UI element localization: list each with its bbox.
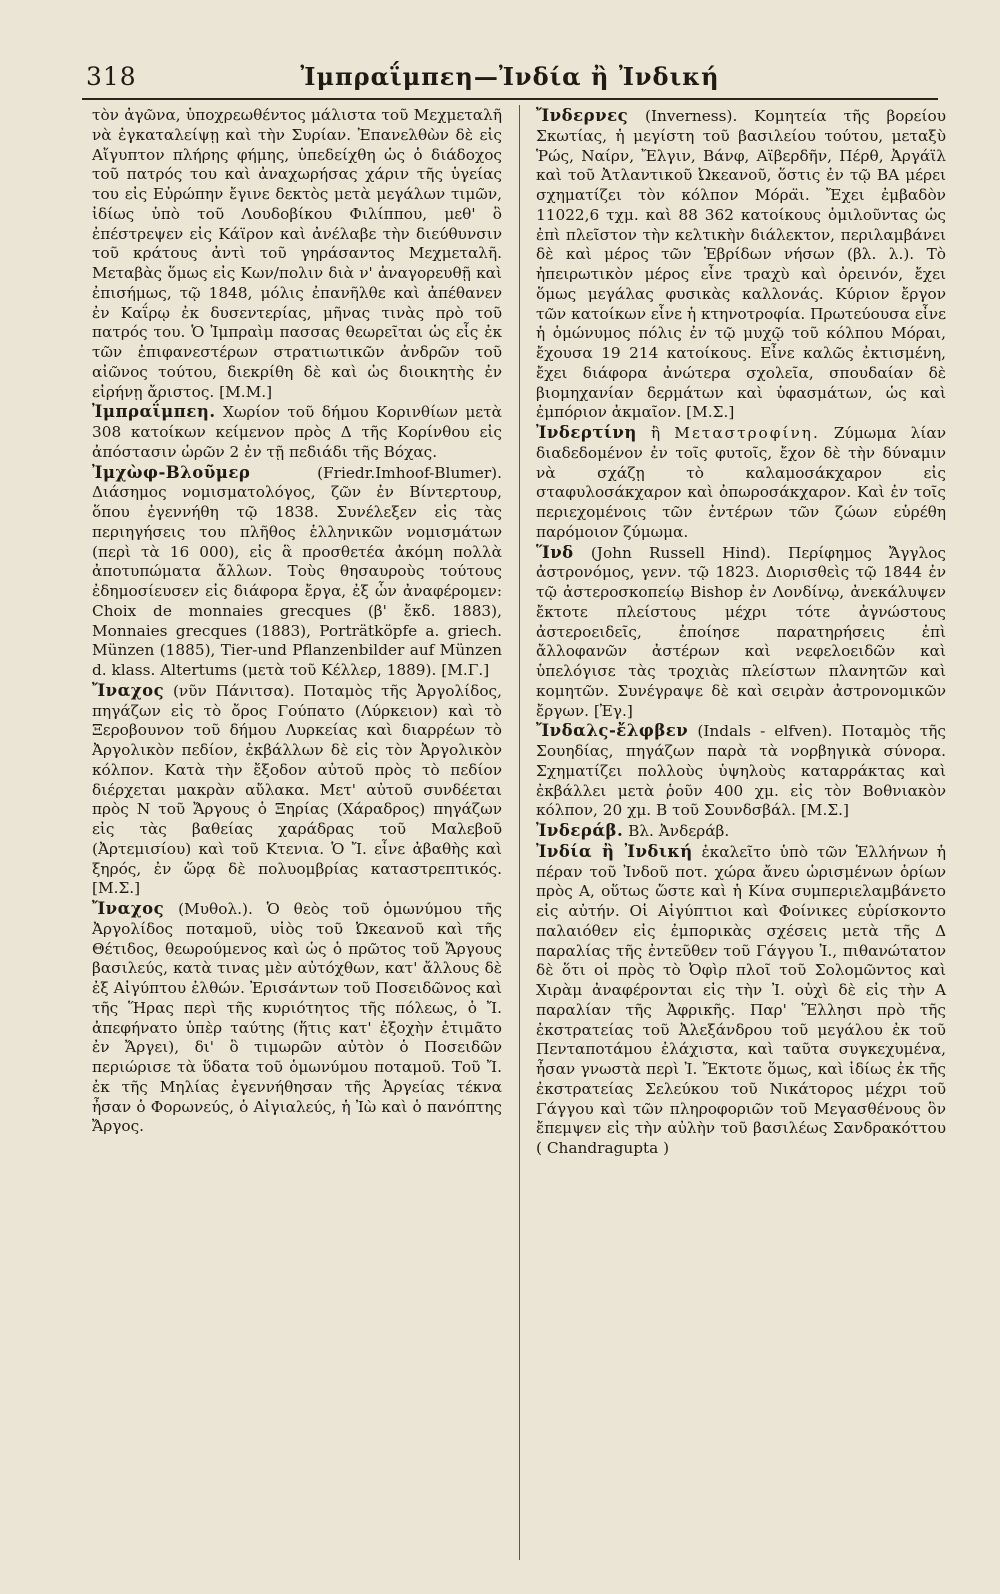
entry-text: (Inverness). Κομητεία τῆς βορείου Σκωτίας, ἡ μεγίστη τοῦ βασιλείου τούτου, μεταξὺ Ῥώς, Ναίρν, Ἔλγιν, Βάνφ, Αϊβερδῆν, Πέρθ, Ἀργάϊλ καὶ τοῦ Ἀτλαντικοῦ Ὠκεανοῦ, ὅστις ἐν τῷ ΒΑ μέρει σχηματίζει τὸν κόλπον Μόρα̈ι. Ἔχει ἐμβαδὸν 11022,6 τχμ. καὶ 88 362 κατοίκους ὁμιλοῦντας ὡς ἐπὶ πλεῖστον τὴν κελτικὴν διάλεκτον, περιλαμβάνει δὲ καὶ μέρος τῶν Ἑβρίδων νήσων (βλ. λ.). Τὸ ἠπειρωτικὸν μέρος εἶνε τραχὺ καὶ ὀρεινόν, ἔχει ὅμως μεγάλας φυσικὰς καλλονάς. Κύριον ἔργον τῶν κατοίκων εἶνε ἡ κτηνοτροφία. Πρωτεύουσα εἶνε ἡ ὁμώνυμος πόλις ἐν τῷ μυχῷ τοῦ κόλπου Μόραι, ἔχουσα 19 214 κατοίκους. Εἶνε καλῶς ἐκτισμένη, ἔχει διάφορα ἀνώτερα σχολεῖα, σπουδαίαν δὲ βιομηχανίαν δερμάτων καὶ ὑφασμάτων, ὡς καὶ ἐμπόριον ἀκμαῖον. [Μ.Σ.] — [536, 107, 946, 422]
entry-paragraph — [536, 842, 946, 1159]
running-head: Ἰμπραΐμπεη—Ἰνδία ἢ Ἰνδική — [300, 62, 720, 91]
entry-paragraph — [92, 681, 502, 899]
entry-paragraph — [92, 402, 502, 462]
left-column — [92, 106, 502, 1137]
entry-text: (John Russell Hind). Περίφημος Ἄγγλος ἀστρονόμος, γενν. τῷ 1823. Διορισθεὶς τῷ 1844 ἐν τῷ ἀστεροσκοπείῳ Bishop ἐν Λονδίνῳ, ἀνεκάλυψεν ἔκτοτε πλείστους μέχρι τότε ἀγνώστους ἀστεροειδεῖς, ἐποίησε παρατηρήσεις ἐπὶ ἄλλοφανῶν ἀστέρων καὶ νεφελοειδῶν καὶ ὑπελόγισε τὰς τροχιὰς πλείστων πλανητῶν καὶ κομητῶν. Συνέγραψε δὲ καὶ σειρὰν ἀστρονομικῶν ἔργων. [Ἐγ.] — [536, 543, 946, 720]
entry-text: (Friedr.Imhoof-Blumer). Διάσημος νομισματολόγος, ζῶν ἐν Βίντερτουρ, ὅπου ἐγεννήθη τῷ 1838. Συνέλεξεν εἰς τὰς περιηγήσεις του πλῆθος ἑλληνικῶν νομισμάτων (περὶ τὰ 16 000), εἰς ἃ προσθετέα ἀκόμη πολλὰ ἀποτυπώματα ἄλλων. Τοὺς θησαυροὺς τούτους ἐδημοσίευσεν εἰς διάφορα ἔργα, ἐξ ὧν ἀναφέρομεν: Choix de monnaies grecques (β' ἔκδ. 1883), Monnaies grecques (1883), Porträtköpfe a. griech. Münzen (1885), Tier-und Pflanzenbilder auf Münzen d. klass. Altertums (μετὰ τοῦ Κέλλερ, 1889). [Μ.Γ.] — [92, 463, 502, 679]
entry-paragraph — [536, 821, 946, 842]
page-number: 318 — [86, 62, 137, 91]
entry-headword: Ἵνδ — [536, 542, 574, 562]
entry-headword: Ἰνδερτίνη — [536, 423, 637, 442]
entry-text: Χωρίον τοῦ δήμου Κορινθίων μετὰ 308 κατοίκων κείμενον πρὸς Δ τῆς Κορίνθου εἰς ἀπόστασιν ὡρῶν 2 ἐν τῇ πεδιάδι τῆς Βόχας. — [92, 403, 502, 461]
entry-paragraph — [92, 106, 502, 402]
entry-headword: Ἴνδερνες — [536, 106, 629, 125]
entry-paragraph — [536, 106, 946, 423]
entry-text: Βλ. Ἀνδεράβ. — [623, 822, 730, 840]
entry-headword: Ἰμχὼφ-Βλοῦμερ — [92, 462, 251, 482]
entry-text: (Indals - elfven). Ποταμὸς τῆς Σουηδίας, πηγάζων παρὰ τὰ νορβηγικὰ σύνορα. Σχηματίζει πολλοὺς ὑψηλοὺς καταρράκτας καὶ ἐκβάλλει μετὰ ῥοῦν 400 χμ. εἰς τὸν Βοθνιακὸν κόλπον, 20 χμ. Β τοῦ Σουνδσβάλ. [Μ.Σ.] — [536, 722, 946, 820]
entry-text: Ζύμωμα λίαν διαδεδομένον ἐν τοῖς φυτοῖς, ἔχον δὲ τὴν δύναμιν νὰ σχάζῃ τὸ καλαμοσάκχαρον εἰς σταφυλοσάκχαρον καὶ ὀπωροσάκχαρον. Καὶ ἐν τοῖς περιεχομένοις τῶν ἐντέρων τῶν ζώων εὑρέθη παρόμοιον ζύμωμα. — [536, 424, 946, 541]
entry-text: (Μυθολ.). Ὁ θεὸς τοῦ ὁμωνύμου τῆς Ἀργολίδος ποταμοῦ, υἱὸς τοῦ Ὠκεανοῦ καὶ τῆς Θέτιδος, θεωρούμενος καὶ ὡς ὁ πρῶτος τοῦ Ἄργους βασιλεύς, κατὰ τινας μὲν αὐτόχθων, κατ' ἄλλους δὲ ἐξ Αἰγύπτου ἐλθών. Ἐρισάντων τοῦ Ποσειδῶνος καὶ τῆς Ἥρας περὶ τῆς κυριότητος τῆς πόλεως, ὁ Ἴ. ἀπεφήνατο ὑπὲρ ταύτης (ἥτις κατ' ἐξοχὴν ἐτιμᾶτο ἐν Ἄργει), δι' ὃ τιμωρῶν αὐτὸν ὁ Ποσειδῶν περιώρισε τὰ ὕδατα τοῦ ὁμωνύμου ποταμοῦ. Τοῦ Ἴ. ἐκ τῆς Μηλίας ἐγεννήθησαν τῆς Ἀργείας τέκνα ἦσαν ὁ Φορωνεύς, ὁ Αἰγιαλεύς, ἡ Ἰὼ καὶ ὁ πανόπτης Ἄργος. — [92, 900, 502, 1136]
entry-paragraph — [92, 463, 502, 681]
entry-text: ἢ — [636, 424, 675, 442]
entry-headword: Ἰνδεράβ. — [536, 821, 624, 840]
header-rule — [82, 98, 938, 100]
entry-headword: Ἴνδαλς-ἔλφβεν — [536, 721, 689, 741]
entry-headword: Ἰνδία ἢ Ἰνδική — [536, 841, 693, 861]
entry-text: τὸν ἀγῶνα, ὑποχρεωθέντος μάλιστα τοῦ Μεχμεταλῆ νὰ ἐγκαταλείψῃ καὶ τὴν Συρίαν. Ἐπανελθὼν δὲ εἰς Αἴγυπτον πλήρης φήμης, ὑπεδείχθη ὡς ὁ διάδοχος τοῦ πατρός του καὶ ἀναχωρήσας χάριν τῆς ὑγείας του εἰς Εὐρώπην ἔγινε δεκτὸς μετὰ μεγάλων τιμῶν, ἰδίως ὑπὸ τοῦ Λουδοβίκου Φιλίππου, μεθ' ὃ ἐπέστρεψεν εἰς Κάϊρον καὶ ἀνέλαβε τὴν διεύθυνσιν τοῦ κράτους ἀντὶ τοῦ γηράσαντος Μεχμεταλῆ. Μεταβὰς ὅμως εἰς Κων/πολιν διὰ ν' ἀναγορευθῇ καὶ ἐπισήμως, τῷ 1848, μόλις ἐπανῆλθε καὶ ἀπέθανεν ἐν Καΐρῳ ἐκ δυσεντερίας, μῆνας τινὰς πρὸ τοῦ πατρός του. Ὁ Ἰμπραὶμ πασσας θεωρεῖται ὡς εἷς ἐκ τῶν ἐπιφανεστέρων στρατιωτικῶν ἀνδρῶν τοῦ αἰῶνος τούτου, διεκρίθη δὲ καὶ ὡς διοικητὴς ἐν εἰρήνῃ ἄριστος. [Μ.Μ.] — [92, 106, 502, 401]
entry-paragraph — [536, 543, 946, 722]
entry-headword: Ἴναχος — [92, 899, 165, 918]
page-header — [80, 56, 940, 96]
entry-synonym: Μεταστροφίνη. — [674, 424, 820, 442]
entry-headword: Ἰμπραΐμπεη. — [92, 402, 216, 422]
entry-text: ἐκαλεῖτο ὑπὸ τῶν Ἑλλήνων ἡ πέραν τοῦ Ἰνδοῦ ποτ. χώρα ἄνευ ὡρισμένων ὁρίων πρὸς Α, οὕτως ὥστε καὶ ἡ Κίνα συμπεριελαμβάνετο εἰς αὐτήν. Οἱ Αἰγύπτιοι καὶ Φοίνικες εὑρίσκοντο παλαιόθεν εἰς ἐμπορικὰς σχέσεις μετὰ τῆς Δ παραλίας τῆς ἐντεῦθεν τοῦ Γάγγου Ἰ., πιθανώτατον δὲ ὅτι οἱ πρὸς τὸ Ὀφὶρ πλοῖ τοῦ Σολομῶντος καὶ Χιρὰμ ἀναφέρονται εἰς τὴν Ἰ. οὐχὶ δὲ εἰς τὴν Α παραλίαν τῆς Ἀφρικῆς. Παρ' Ἕλλησι πρὸ τῆς ἐκστρατείας τοῦ Ἀλεξάνδρου τοῦ μεγάλου ἐκ τοῦ Πενταποτάμου ἐλάχιστα, καὶ ταῦτα συγκεχυμένα, ἦσαν γνωστὰ περὶ Ἰ. Ἔκτοτε ὅμως, καὶ ἰδίως ἐκ τῆς ἐκστρατείας Σελεύκου τοῦ Νικάτορος μέχρι τοῦ Γάγγου καὶ τῶν πληροφοριῶν τοῦ Μεγασθένους ὃν ἔπεμψεν εἰς τὴν αὐλὴν τοῦ βασιλέως Σανδρακόττου ( Chandragupta ) — [536, 842, 946, 1157]
right-column — [536, 106, 946, 1159]
entry-paragraph — [536, 721, 946, 821]
entry-paragraph — [92, 899, 502, 1137]
entry-text: (νῦν Πάνιτσα). Ποταμὸς τῆς Ἀργολίδος, πηγάζων εἰς τὸ ὄρος Γούπατο (Λύρκειον) καὶ τὸ Ξεροβουνον τοῦ δήμου Λυρκείας καὶ διαρρέων τὸ Ἀργολικὸν πεδίον, ἐκβάλλων δὲ εἰς τὸν Ἀργολικὸν κόλπον. Κατὰ τὴν ἔξοδον αὐτοῦ πρὸς τὸ πεδίον διέρχεται μακρὰν αὔλακα. Μετ' αὐτοῦ συνδέεται πρὸς Ν τοῦ Ἄργους ὁ Ξηρίας (Χάραδρος) πηγάζων εἰς τὰς βαθείας χαράδρας τοῦ Μαλεβοῦ (Ἀρτεμισίου) καὶ τοῦ Κτενια. Ὁ Ἴ. εἶνε ἀβαθὴς καὶ ξηρός, ἐν ὥρᾳ δὲ πολυομβρίας καταστρεπτικός. [Μ.Σ.] — [92, 681, 502, 898]
entry-paragraph — [536, 423, 946, 543]
column-divider — [519, 105, 520, 1560]
entry-headword: Ἴναχος — [92, 680, 165, 700]
